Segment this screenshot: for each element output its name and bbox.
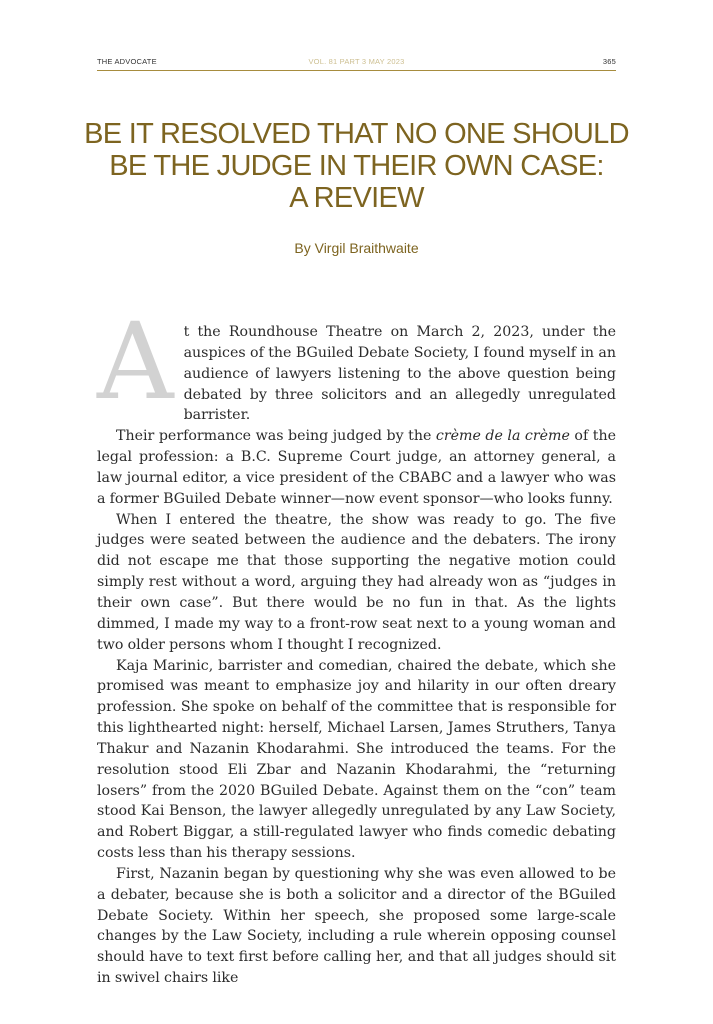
byline: By Virgil Braithwaite bbox=[294, 240, 419, 256]
paragraph-text: t the Roundhouse Theatre on March 2, 2023, under the auspices of the BGuiled Debate Society, I found myself in an audience of lawyers listening to the above question being debated by three solicitors and an allegedly unregulated barrister. bbox=[183, 324, 616, 424]
page-number: 365 bbox=[602, 57, 616, 66]
header-rule bbox=[97, 70, 616, 71]
title-line: A REVIEW bbox=[289, 182, 424, 214]
paragraph: First, Nazanin began by questioning why she was even allowed to be a debater, because she is both a solicitor and a director of the BGuiled Debate Society. Within her speech, she proposed some large-scale changes by the Law Society, including a rule wherein opposing counsel should have to text first before calling her, and that all judges should sit in swivel chairs like bbox=[97, 865, 616, 987]
article-title bbox=[60, 118, 653, 214]
title-line: BE IT RESOLVED THAT NO ONE SHOULD bbox=[84, 118, 629, 150]
paragraph bbox=[97, 300, 616, 426]
italic-phrase: crème de la crème bbox=[435, 428, 570, 445]
publication-name: THE ADVOCATE bbox=[97, 57, 157, 66]
paragraph: Kaja Marinic, barrister and comedian, chaired the debate, which she promised was meant to emphasize joy and hilarity in our often dreary profession. She spoke on behalf of the committee that is responsible for this lighthearted night: herself, Michael Larsen, James Struthers, Tanya Thakur and Nazanin Khodarahmi. She introduced the teams. For the resolution stood Eli Zbar and Nazanin Khodarahmi, the “returning losers” from the 2020 BGuiled Debate. Against them on the “con” team stood Kai Benson, the lawyer allegedly unregulated by any Law Society, and Robert Biggar, a still-regulated lawyer who finds comedic debating costs less than his therapy sessions. bbox=[97, 657, 616, 862]
paragraph bbox=[97, 426, 616, 509]
issue-info: VOL. 81 PART 3 MAY 2023 bbox=[308, 57, 405, 66]
drop-cap: A bbox=[97, 300, 174, 423]
article-body bbox=[97, 300, 616, 989]
title-line: BE THE JUDGE IN THEIR OWN CASE: bbox=[109, 150, 604, 182]
running-header bbox=[97, 57, 616, 71]
paragraph-text: of the legal profession: a B.C. Supreme Court judge, an attorney general, a law journal editor, a vice president of the CBABC and a lawyer who was a former BGuiled Debate winner—now event sponsor—who looks funny. bbox=[97, 428, 616, 507]
paragraph-text: Their performance was being judged by the bbox=[116, 428, 436, 445]
paragraph: When I entered the theatre, the show was ready to go. The five judges were seated between the audience and the debaters. The irony did not escape me that those supporting the negative motion could simply rest without a word, arguing they had already won as “judges in their own case”. But there would be no fun in that. As the lights dimmed, I made my way to a front-row seat next to a young woman and two older persons whom I thought I recognized. bbox=[97, 511, 616, 653]
